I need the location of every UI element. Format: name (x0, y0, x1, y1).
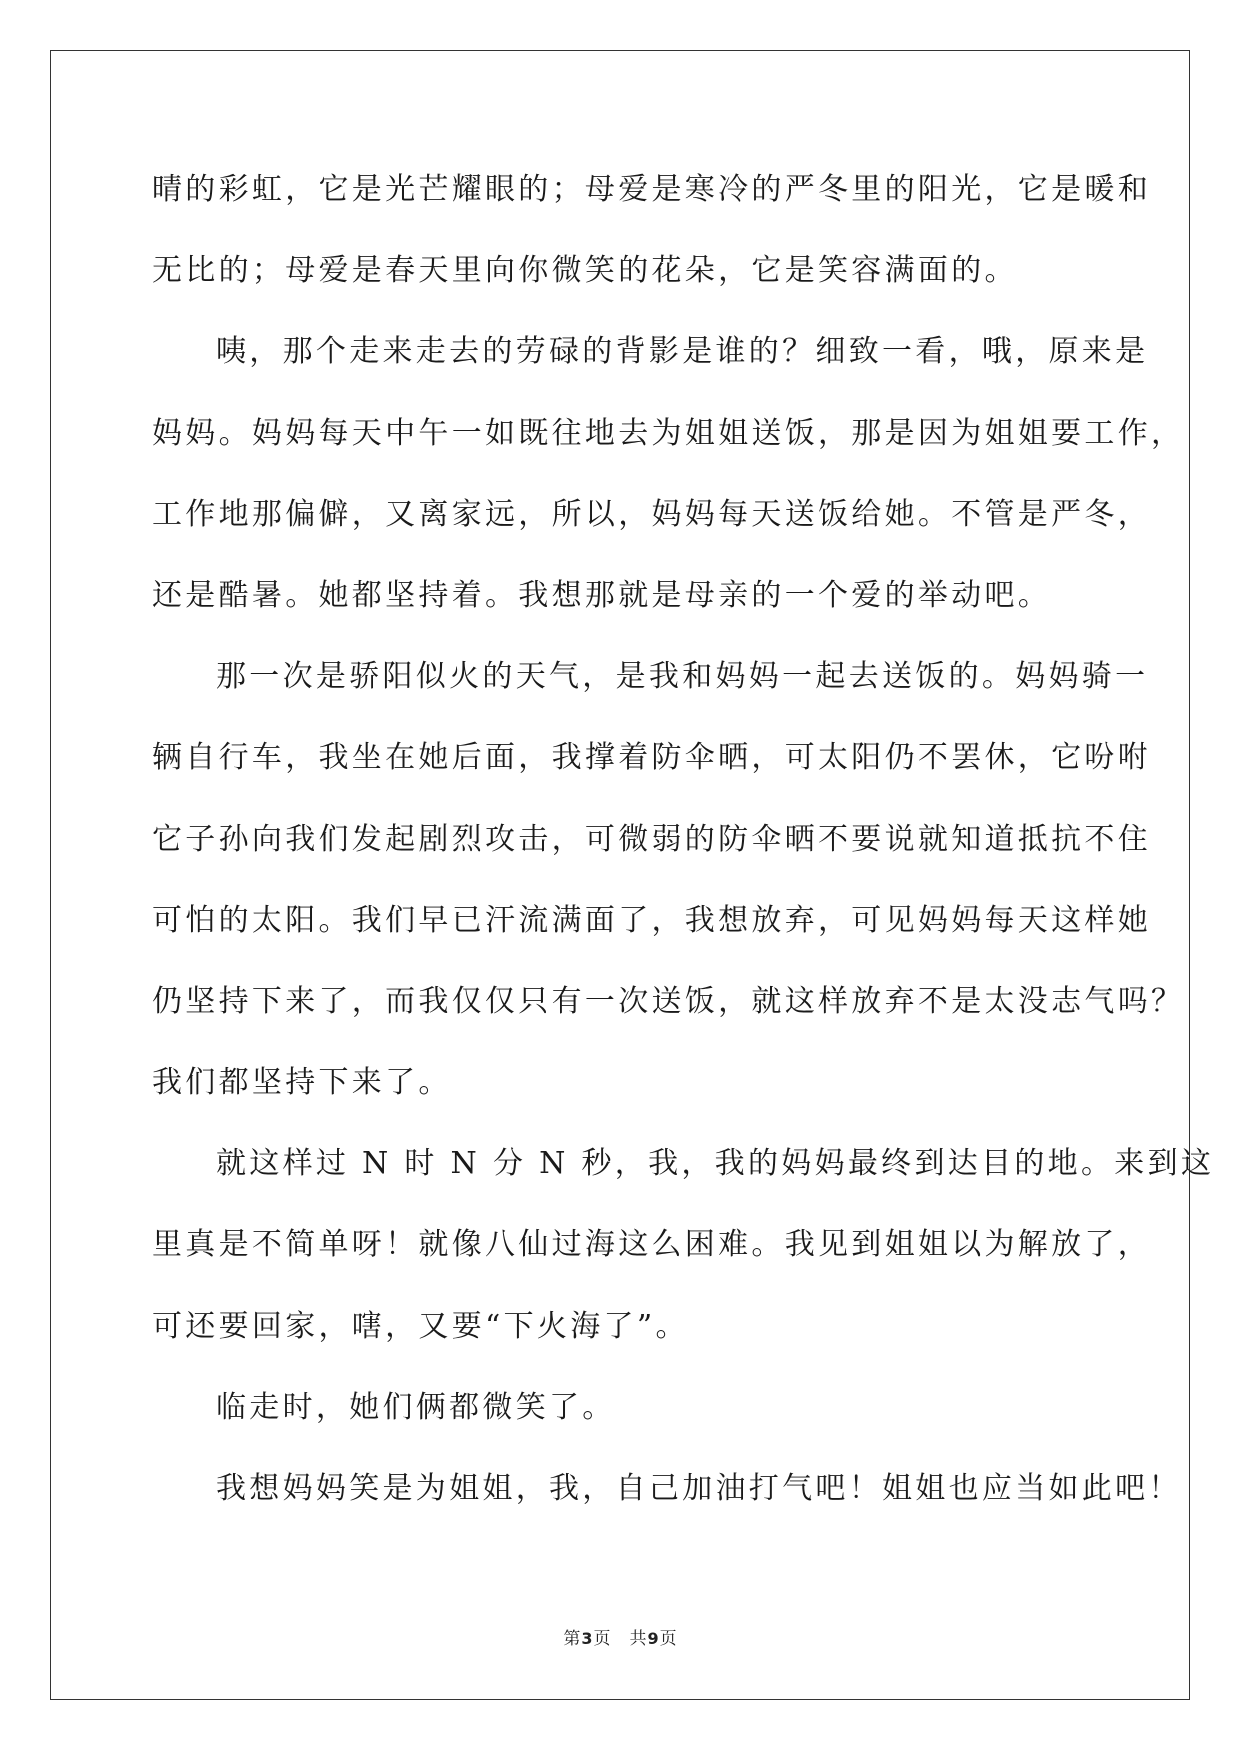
paragraph-2-line-2: 妈妈。妈妈每天中午一如既往地去为姐姐送饭，那是因为姐姐要工作， (152, 415, 1185, 451)
paragraph-2-line-4: 还是酷暑。她都坚持着。我想那就是母亲的一个爱的举动吧。 (152, 577, 1052, 613)
paragraph-3-line-5: 仍坚持下来了，而我仅仅只有一次送饭，就这样放弃不是太没志气吗？ (152, 983, 1185, 1019)
page-suffix: 页 (593, 1629, 612, 1649)
paragraph-4-line-1: 就这样过 N 时 N 分 N 秒，我，我的妈妈最终到达目的地。来到这 (216, 1146, 1215, 1182)
paragraph-3-line-4: 可怕的太阳。我们早已汗流满面了，我想放弃，可见妈妈每天这样她 (152, 902, 1151, 938)
paragraph-1-line-1: 晴的彩虹，它是光芒耀眼的；母爱是寒冷的严冬里的阳光，它是暖和 (152, 172, 1151, 207)
paragraph-3-line-2: 辆自行车，我坐在她后面，我撑着防伞晒，可太阳仍不罢休，它吩咐 (152, 740, 1151, 776)
paragraph-4-line-2: 里真是不简单呀！就像八仙过海这么困难。我见到姐姐以为解放了， (152, 1227, 1151, 1263)
total-prefix: 共 (629, 1629, 648, 1649)
paragraph-5-line-1: 临走时，她们俩都微笑了。 (216, 1389, 616, 1425)
paragraph-6-line-1: 我想妈妈笑是为姐姐，我，自己加油打气吧！姐姐也应当如此吧！ (216, 1471, 1182, 1506)
paragraph-2-line-3: 工作地那偏僻，又离家远，所以，妈妈每天送饭给她。不管是严冬， (152, 496, 1151, 532)
page-prefix: 第 (563, 1629, 582, 1649)
paragraph-3-line-3: 它子孙向我们发起剧烈攻击，可微弱的防伞晒不要说就知道抵抗不住 (152, 821, 1151, 857)
paragraph-1-line-2: 无比的；母爱是春天里向你微笑的花朵，它是笑容满面的。 (152, 253, 1018, 289)
total-suffix: 页 (659, 1629, 678, 1649)
paragraph-4-line-3: 可还要回家，嗐，又要“下火海了”。 (152, 1308, 689, 1344)
paragraph-2-line-1: 咦，那个走来走去的劳碌的背影是谁的？细致一看，哦，原来是 (216, 334, 1149, 370)
document-body (152, 160, 1215, 1540)
paragraph-3-line-6: 我们都坚持下来了。 (152, 1065, 452, 1101)
total-page-number: 9 (647, 1629, 660, 1648)
page-footer (0, 1624, 1241, 1649)
paragraph-3-line-1: 那一次是骄阳似火的天气，是我和妈妈一起去送饭的。妈妈骑一 (216, 659, 1149, 695)
current-page-number: 3 (581, 1629, 594, 1648)
